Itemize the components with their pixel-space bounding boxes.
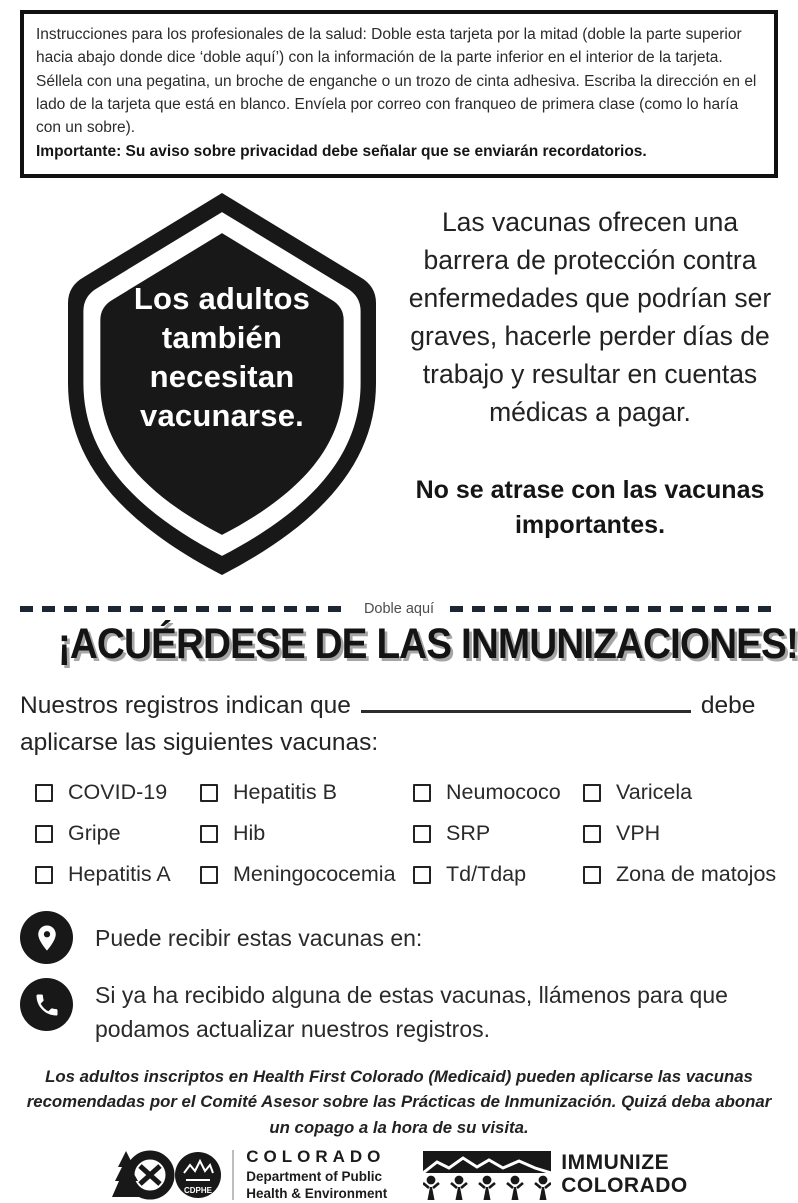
vaccine-item: [413, 780, 583, 805]
privacy-important-note: Importante: Su aviso sobre privacidad debe señalar que se enviarán recordatorios.: [36, 143, 647, 161]
shield-badge: [54, 191, 390, 577]
vaccine-item: [583, 780, 778, 805]
immunize-colorado-logo: [423, 1149, 688, 1201]
vaccine-item: [35, 821, 200, 846]
vaccine-label: SRP: [446, 821, 491, 846]
shield-message-line: vacunarse.: [140, 397, 304, 433]
vaccine-checkbox[interactable]: [413, 866, 431, 884]
vaccine-label: Neumococo: [446, 780, 561, 805]
cdphe-dept-line: Department of Public: [246, 1168, 382, 1184]
shield-message: [54, 279, 390, 435]
cdphe-logo-text: [246, 1147, 387, 1203]
location-pin-icon: [20, 911, 73, 964]
contact-section: [20, 911, 778, 1046]
fold-dashes-right: [450, 606, 778, 612]
fold-line: [20, 601, 778, 617]
records-lead-start: Nuestros registros indican que: [20, 691, 351, 719]
cdphe-logo: [110, 1147, 387, 1203]
vaccine-label: Hepatitis A: [68, 862, 171, 887]
vaccine-item: [583, 862, 778, 887]
reminder-title: ¡ACUÉRDESE DE LAS INMUNIZACIONES!: [57, 619, 798, 668]
vaccine-item: [413, 862, 583, 887]
vaccine-label: Varicela: [616, 780, 693, 805]
provider-instructions-text: Instrucciones para los profesionales de la salud: Doble esta tarjeta por la mitad (doble la parte superior hacia abajo donde dice ‘doble aquí’) con la información de la parte inferior en el interior de la tarjeta. Séllela con una pegatina, un broche de enganche o un trozo de cinta adhesiva. Escriba la dirección en el lado de la tarjeta que está en blanco. Envíela por correo con franqueo de primera clase (como lo haría con un sobre).: [36, 26, 757, 136]
immunize-name-line: IMMUNIZE: [561, 1151, 670, 1175]
shield-message-line: necesitan: [149, 358, 295, 394]
vaccine-checkbox[interactable]: [583, 784, 601, 802]
shield-message-line: también: [161, 319, 283, 355]
dont-delay-text: No se atrase con las vacunas importantes.: [415, 476, 765, 540]
shield-message-line: Los adultos: [133, 280, 311, 316]
cdphe-logo-mark-icon: [110, 1147, 222, 1203]
vaccine-item: [200, 780, 413, 805]
medicaid-note: Los adultos inscriptos en Health First Colorado (Medicaid) pueden aplicarse las vacunas recomendadas por el Comité Asesor sobre las Prácticas de Inmunización. Quizá deba abonar un copago a la hora de su visita.: [26, 1067, 772, 1137]
immunize-name-line: COLORADO: [561, 1173, 688, 1197]
vaccine-checkbox[interactable]: [413, 825, 431, 843]
vaccine-item: [583, 821, 778, 846]
records-lead: [20, 687, 778, 763]
vaccine-label: Meningococemia: [233, 862, 396, 887]
phone-text: Si ya ha recibido alguna de estas vacunas, llámenos para que podamos actualizar nuestros registros.: [95, 982, 728, 1042]
vaccine-checkbox[interactable]: [583, 866, 601, 884]
vaccine-item: [200, 821, 413, 846]
vaccine-label: Hepatitis B: [233, 780, 337, 805]
vaccine-item: [200, 862, 413, 887]
vaccine-checklist: [35, 780, 778, 887]
vaccine-checkbox[interactable]: [200, 784, 218, 802]
vaccine-label: VPH: [616, 821, 661, 846]
cdphe-logo-divider: [232, 1150, 234, 1200]
svg-text:CDPHE: CDPHE: [184, 1185, 213, 1195]
phone-row: [20, 978, 778, 1046]
vaccine-item: [35, 780, 200, 805]
cdphe-name: COLORADO: [246, 1146, 386, 1166]
vaccine-label: Td/Tdap: [446, 862, 527, 887]
fold-here-label: Doble aquí: [363, 600, 435, 617]
vaccine-item: [413, 821, 583, 846]
vaccine-checkbox[interactable]: [35, 784, 53, 802]
provider-instructions-box: [20, 10, 778, 178]
vaccine-label: COVID-19: [68, 780, 168, 805]
phone-icon: [20, 978, 73, 1031]
immunize-logo-mark-icon: [423, 1149, 551, 1201]
vaccine-checkbox[interactable]: [413, 784, 431, 802]
fold-dashes-left: [20, 606, 348, 612]
immunize-logo-text: [561, 1152, 688, 1197]
vaccine-checkbox[interactable]: [35, 825, 53, 843]
vaccine-item: [35, 862, 200, 887]
vaccine-label: Zona de matojos: [616, 862, 777, 887]
patient-name-blank[interactable]: [361, 687, 691, 713]
hero-section: [20, 191, 778, 577]
records-lead-end: debe: [700, 691, 756, 719]
location-text: Puede recibir estas vacunas en:: [95, 925, 423, 952]
vaccine-label: Gripe: [68, 821, 121, 846]
vaccine-checkbox[interactable]: [200, 825, 218, 843]
location-row: [20, 911, 778, 964]
logo-row: [20, 1147, 778, 1203]
vaccine-checkbox[interactable]: [583, 825, 601, 843]
vaccine-benefits-text: Las vacunas ofrecen una barrera de protección contra enfermedades que podrían ser graves, hacerle perder días de trabajo y resultar en cuentas médicas a pagar.: [408, 206, 772, 428]
cdphe-dept-line: Health & Environment: [246, 1185, 388, 1201]
vaccine-checkbox[interactable]: [35, 866, 53, 884]
vaccine-checkbox[interactable]: [200, 866, 218, 884]
hero-text-column: [390, 191, 778, 544]
records-lead-line2: aplicarse las siguientes vacunas:: [20, 729, 379, 757]
vaccine-label: Hib: [233, 821, 266, 846]
